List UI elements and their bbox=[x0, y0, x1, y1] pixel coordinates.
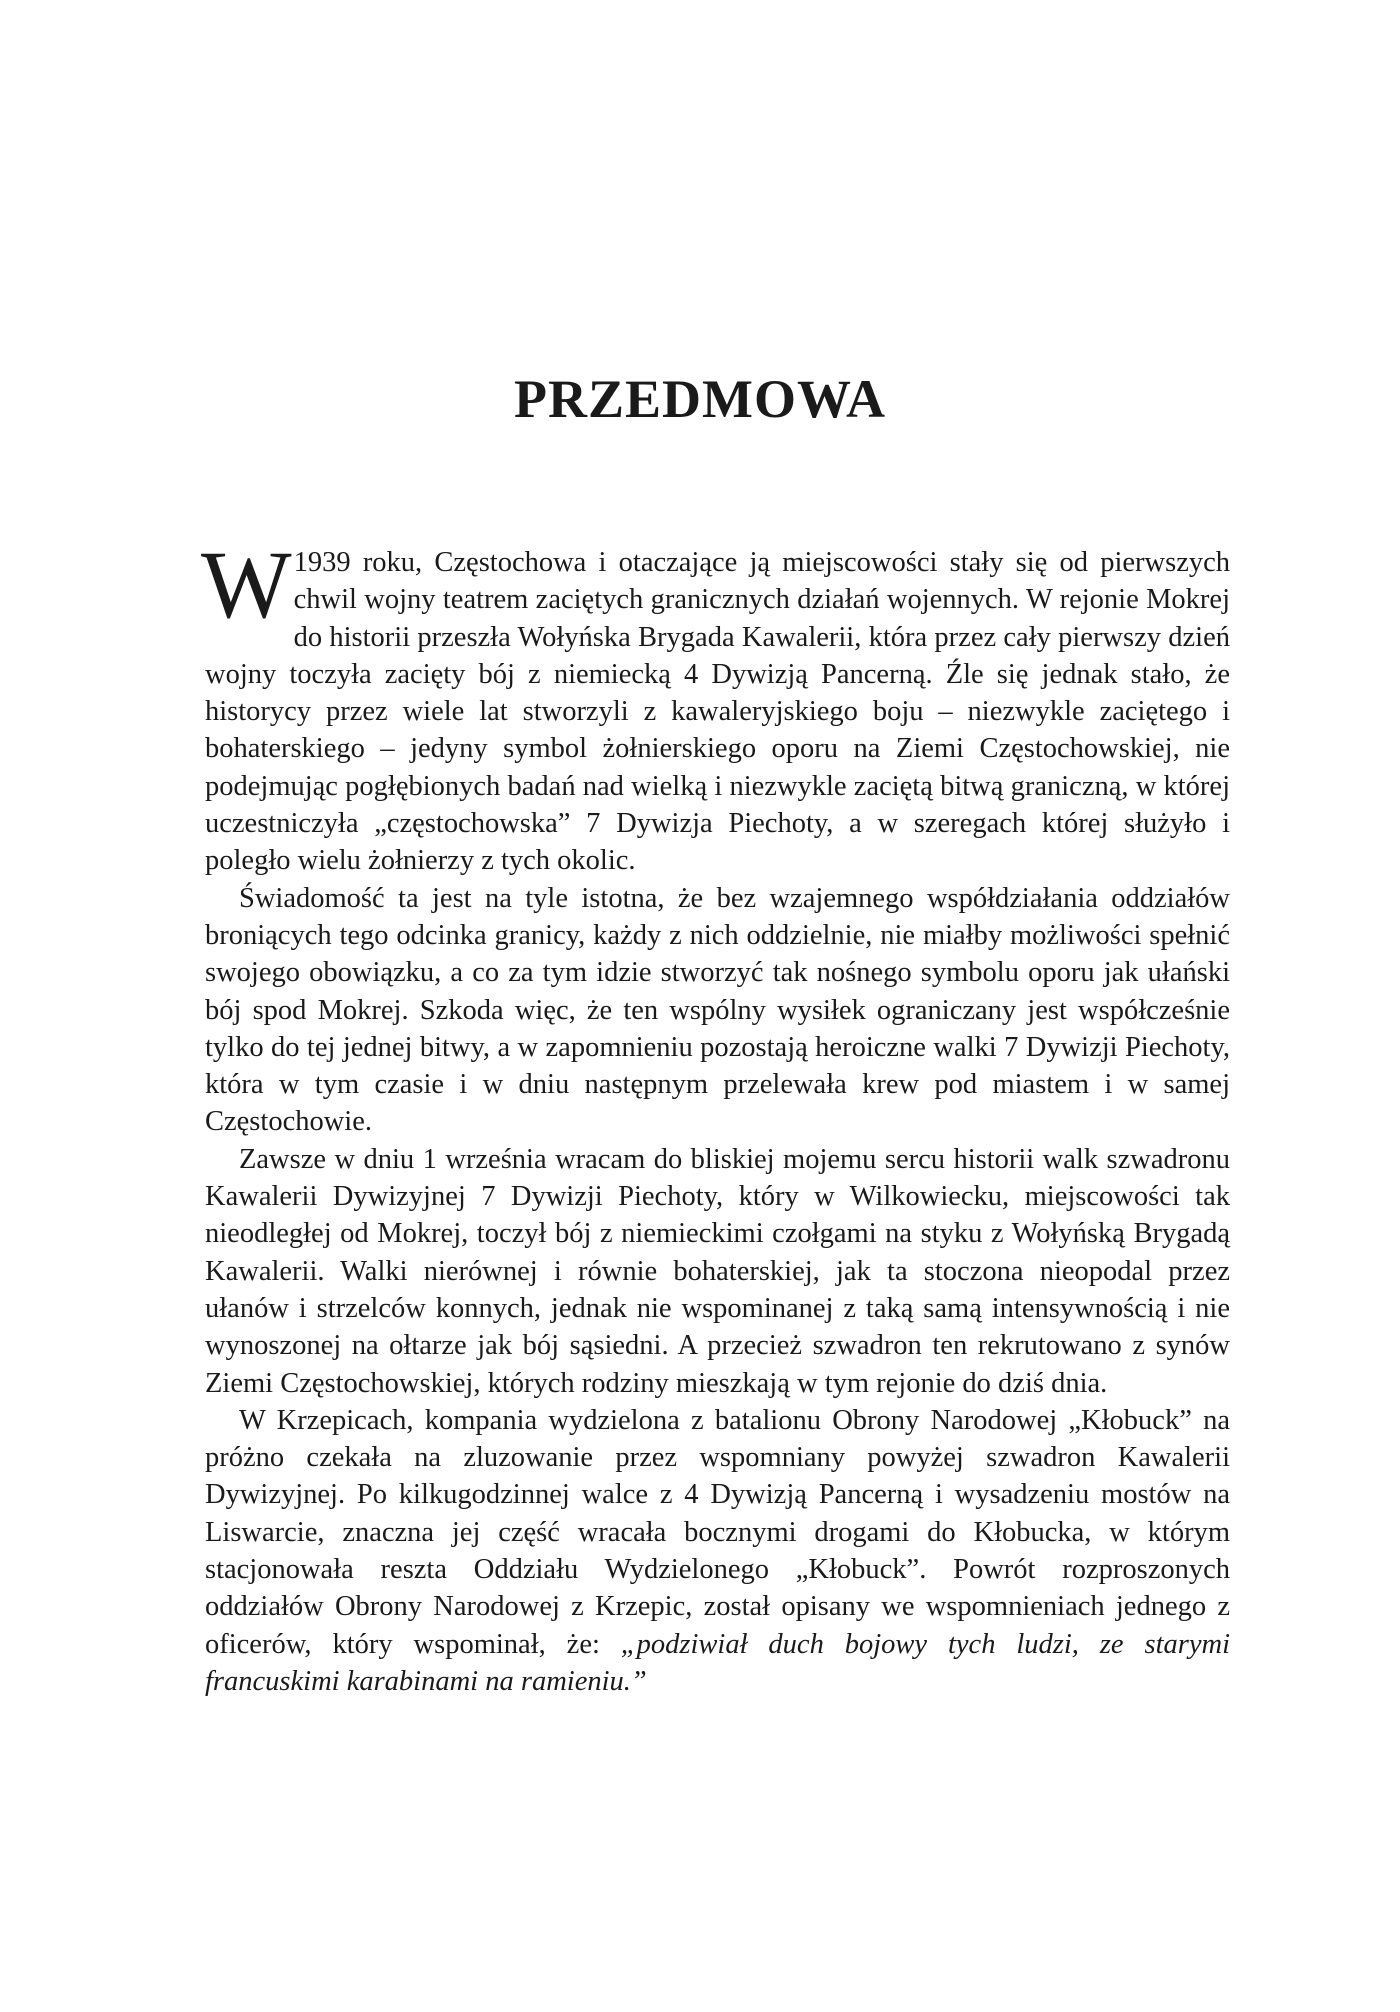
paragraph-4 bbox=[205, 1402, 1230, 1700]
paragraph-1 bbox=[201, 531, 1230, 880]
paragraph-1-text: 1939 roku, Częstochowa i otaczające ją miejscowości stały się od pierwszych chwil wojny teatrem zaciętych granicznych działań wojennych. W rejonie Mokrej do historii przeszła Wołyńska Brygada Kawalerii, która przez cały pierwszy dzień wojny toczyła zacięty bój z niemiecką 4 Dywizją Pancerną. Źle się jednak stało, że historycy przez wiele lat stworzyli z kawaleryjskiego boju – niezwykle zaciętego i bohaterskiego – jedyny symbol żołnierskiego oporu na Ziemi Częstochowskiej, nie podejmując pogłębionych badań nad wielką i niezwykle zaciętą bitwą graniczną, w której uczestniczyła „częstochowska” 7 Dywizja Piechoty, a w szeregach której służyło i poległo wielu żołnierzy z tych okolic. bbox=[205, 547, 1230, 877]
paragraph-2: Świadomość ta jest na tyle istotna, że bez wzajemnego współdziałania oddziałów broniących tego odcinka granicy, każdy z nich oddzielnie, nie miałby możliwości spełnić swojego obowiązku, a co za tym idzie stworzyć tak nośnego symbolu oporu jak ułański bój spod Mokrej. Szkoda więc, że ten wspólny wysiłek ograniczany jest współcześnie tylko do tej jednej bitwy, a w zapomnieniu pozostają heroiczne walki 7 Dywizji Piechoty, która w tym czasie i w dniu następnym przelewała krew pod miastem i w samej Częstochowie. bbox=[205, 882, 1230, 1138]
drop-cap: W bbox=[201, 531, 292, 638]
paragraph-3: Zawsze w dniu 1 września wracam do bliskiej mojemu sercu historii walk szwadronu Kawalerii Dywizyjnej 7 Dywizji Piechoty, który w Wilkowiecku, miejscowości tak nieodległej od Mokrej, toczył bój z niemieckimi czołgami na styku z Wołyńską Brygadą Kawalerii. Walki nierównej i równie bohaterskiej, jak ta stoczona nieopodal przez ułanów i strzelców konnych, jednak nie wspominanej z taką samą intensywnością i nie wynoszonej na ołtarze jak bój sąsiedni. A przecież szwadron ten rekrutowano z synów Ziemi Częstochowskiej, których rodziny mieszkają w tym rejonie do dziś dnia. bbox=[205, 1143, 1230, 1399]
page-title: PRZEDMOWA bbox=[514, 369, 886, 429]
paragraph-4-text: W Krzepicach, kompania wydzielona z batalionu Obrony Narodowej „Kłobuck” na próżno czekała na zluzowanie przez wspomniany powyżej szwadron Kawalerii Dywizyjnej. Po kilkugodzinnej walce z 4 Dywizją Pancerną i wysadzeniu mostów na Liswarcie, znaczna jej część wracała bocznymi drogami do Kłobucka, w którym stacjonowała reszta Oddziału Wydzielonego „Kłobuck”. Powrót rozproszonych oddziałów Obrony Narodowej z Krzepic, został opisany we wspomnieniach jednego z oficerów, który wspominał, że: bbox=[205, 1404, 1230, 1660]
preface-body bbox=[201, 531, 1230, 1700]
officer-quote: „podziwiał duch bojowy tych ludzi, ze starymi francuskimi karabinami na ramieniu.” bbox=[205, 1628, 1230, 1697]
